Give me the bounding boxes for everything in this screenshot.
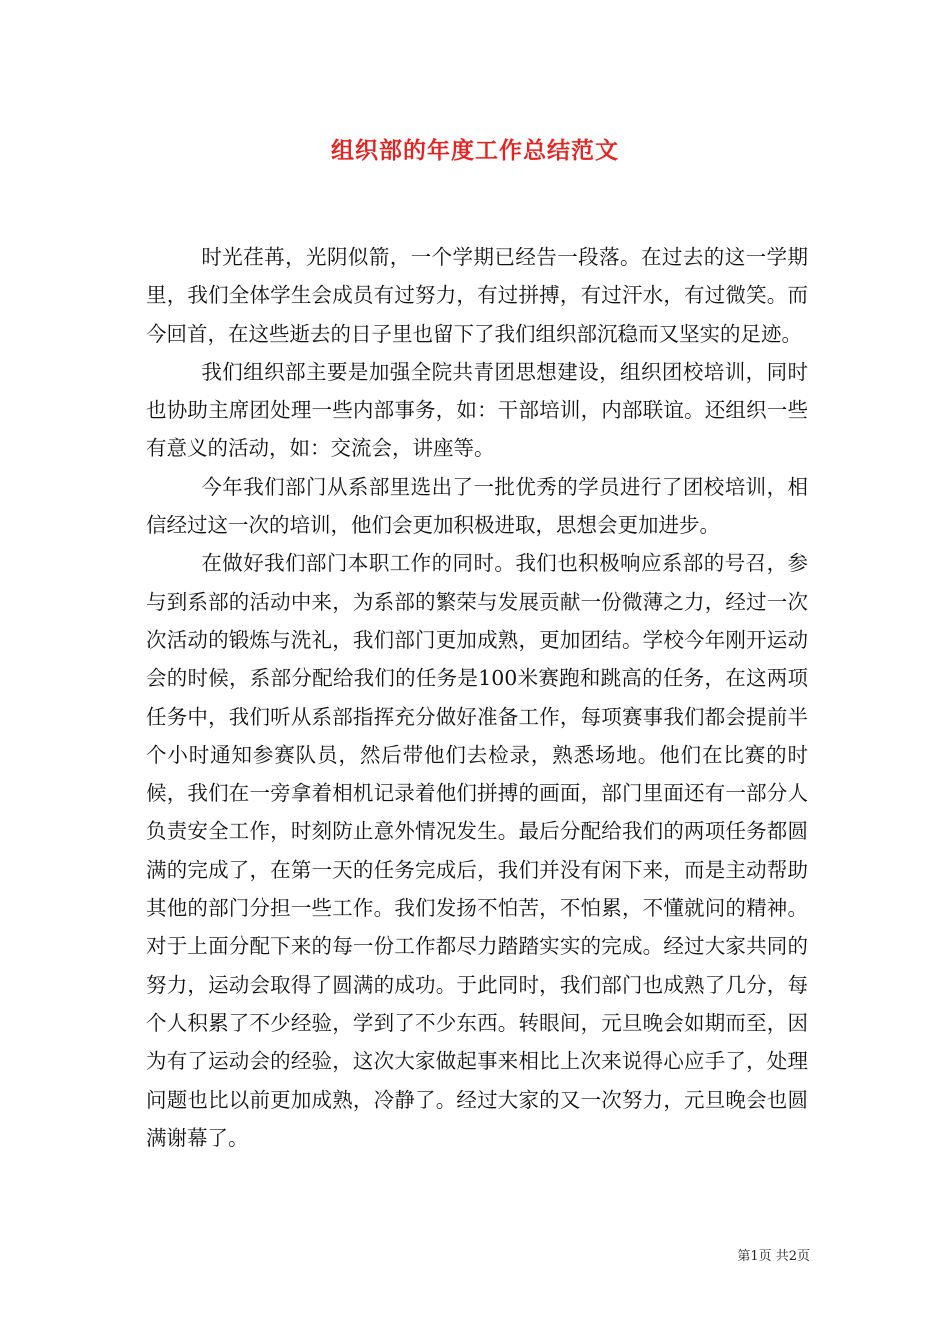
paragraph-2: 我们组织部主要是加强全院共青团思想建设，组织团校培训，同时也协助主席团处理一些内部事务，如：干部培训，内部联谊。还组织一些有意义的活动，如：交流会，讲座等。	[146, 359, 808, 461]
paragraph-4: 在做好我们部门本职工作的同时。我们也积极响应系部的号召，参与到系部的活动中来，为系部的繁荣与发展贡献一份微薄之力，经过一次次活动的锻炼与洗礼，我们部门更加成熟，更加团结。学校今年刚开运动会的时候，系部分配给我们的任务是100米赛跑和跳高的任务，在这两项任务中，我们听从系部指挥充分做好准备工作，每项赛事我们都会提前半个小时通知参赛队员，然后带他们去检录，熟悉场地。他们在比赛的时候，我们在一旁拿着相机记录着他们拼搏的画面，部门里面还有一部分人负责安全工作，时刻防止意外情况发生。最后分配给我们的两项任务都圆满的完成了，在第一天的任务完成后，我们并没有闲下来，而是主动帮助其他的部门分担一些工作。我们发扬不怕苦，不怕累，不懂就问的精神。对于上面分配下来的每一份工作都尽力踏踏实实的完成。经过大家共同的努力，运动会取得了圆满的成功。于此同时，我们部门也成熟了几分，每个人积累了不少经验，学到了不少东西。转眼间，元旦晚会如期而至，因为有了运动会的经验，这次大家做起事来相比上次来说得心应手了，处理问题也比以前更加成熟，冷静了。经过大家的又一次努力，元旦晚会也圆满谢幕了。	[146, 551, 808, 1150]
document-title: 组织部的年度工作总结范文	[331, 137, 619, 164]
paragraph-1: 时光荏苒，光阴似箭，一个学期已经告一段落。在过去的这一学期里，我们全体学生会成员有过努力，有过拼搏，有过汗水，有过微笑。而今回首，在这些逝去的日子里也留下了我们组织部沉稳而又坚实的足迹。	[146, 245, 808, 346]
page-number-footer: 第1页 共2页	[737, 1249, 810, 1264]
paragraph-3: 今年我们部门从系部里选出了一批优秀的学员进行了团校培训，相信经过这一次的培训，他们会更加积极进取，思想会更加进步。	[146, 474, 808, 538]
document-body	[146, 238, 808, 1157]
